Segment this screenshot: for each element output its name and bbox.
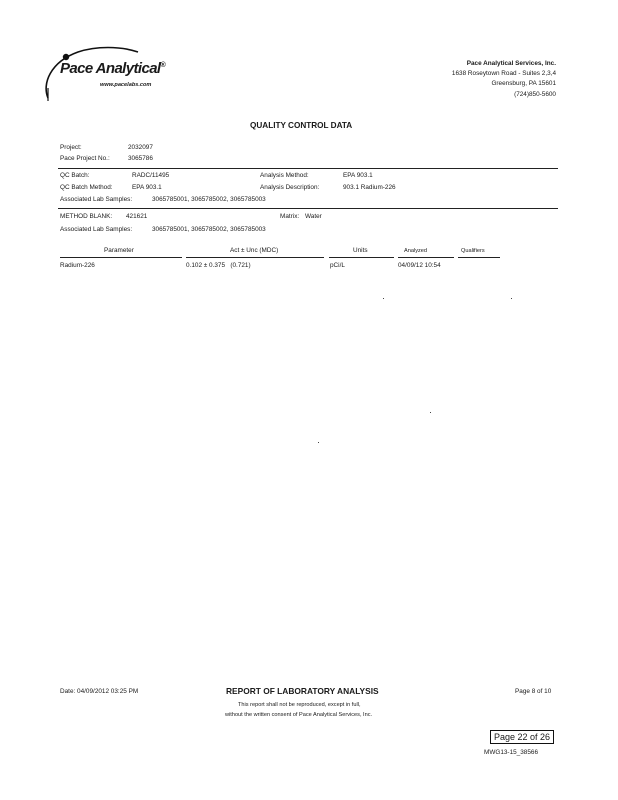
company-phone: (724)850-5600 (514, 91, 556, 98)
analysis-method-value: EPA 903.1 (343, 172, 373, 179)
page-of: Page 8 of 10 (515, 688, 552, 695)
page-number-box: Page 22 of 26 (490, 730, 554, 744)
report-notice-line1: This report shall not be reproduced, except in full, (238, 702, 361, 708)
qc-batch-method-value: EPA 903.1 (132, 184, 162, 191)
cell-units: pCi/L (330, 262, 345, 269)
scan-speck (511, 298, 512, 299)
blank-assoc-samples-value: 3065785001, 3065785002, 3065785003 (152, 226, 266, 233)
pace-project-value: 3065786 (128, 155, 153, 162)
project-label: Project: (60, 144, 82, 151)
divider-2 (58, 208, 558, 209)
analysis-desc-label: Analysis Description: (260, 184, 320, 191)
qc-batch-method-label: QC Batch Method: (60, 184, 113, 191)
project-value: 2032097 (128, 144, 153, 151)
logo-wordmark: Pace Analytical® (60, 60, 166, 77)
qc-batch-value: RADC/11495 (132, 172, 170, 179)
document-code: MWG13-15_38566 (484, 749, 538, 756)
qc-batch-label: QC Batch: (60, 172, 90, 179)
matrix-value: Water (305, 213, 322, 220)
pace-project-label: Pace Project No.: (60, 155, 110, 162)
report-title: REPORT OF LABORATORY ANALYSIS (226, 686, 379, 696)
cell-analyzed: 04/09/12 10:54 (398, 262, 441, 269)
assoc-samples-label: Associated Lab Samples: (60, 196, 133, 203)
matrix-label: Matrix: (280, 213, 300, 220)
col-header-result: Act ± Unc (MDC) (230, 247, 279, 254)
cell-result: 0.102 ± 0.375 (0.721) (186, 262, 251, 269)
col-header-qualifiers: Qualifiers (461, 248, 485, 254)
logo-url: www.pacelabs.com (100, 82, 152, 88)
header-underline-qualifiers (458, 257, 500, 258)
analysis-method-label: Analysis Method: (260, 172, 309, 179)
divider-1 (58, 168, 558, 169)
col-header-analyzed: Analyzed (404, 248, 428, 254)
header-underline-analyzed (398, 257, 454, 258)
company-address-line2: Greensburg, PA 15601 (491, 80, 556, 87)
report-notice-line2: without the written consent of Pace Analytical Services, Inc. (225, 712, 373, 718)
method-blank-value: 421621 (126, 213, 148, 220)
scan-speck (383, 298, 384, 299)
report-date: Date: 04/09/2012 03:25 PM (60, 688, 139, 695)
registered-mark: ® (160, 62, 166, 69)
company-name: Pace Analytical Services, Inc. (466, 60, 556, 67)
method-blank-label: METHOD BLANK: (60, 213, 113, 220)
scan-speck (430, 412, 431, 413)
col-header-units: Units (353, 247, 368, 254)
assoc-samples-value: 3065785001, 3065785002, 3065785003 (152, 196, 266, 203)
company-address-line1: 1638 Roseytown Road - Suites 2,3,4 (451, 70, 556, 77)
col-header-parameter: Parameter (104, 247, 134, 254)
scan-speck (318, 442, 319, 443)
header-underline-result (186, 257, 324, 258)
cell-parameter: Radium-226 (60, 262, 95, 269)
page-title: QUALITY CONTROL DATA (250, 121, 353, 130)
company-logo (38, 44, 166, 102)
blank-assoc-samples-label: Associated Lab Samples: (60, 226, 133, 233)
header-underline-parameter (60, 257, 182, 258)
header-underline-units (329, 257, 394, 258)
analysis-desc-value: 903.1 Radium-226 (343, 184, 396, 191)
